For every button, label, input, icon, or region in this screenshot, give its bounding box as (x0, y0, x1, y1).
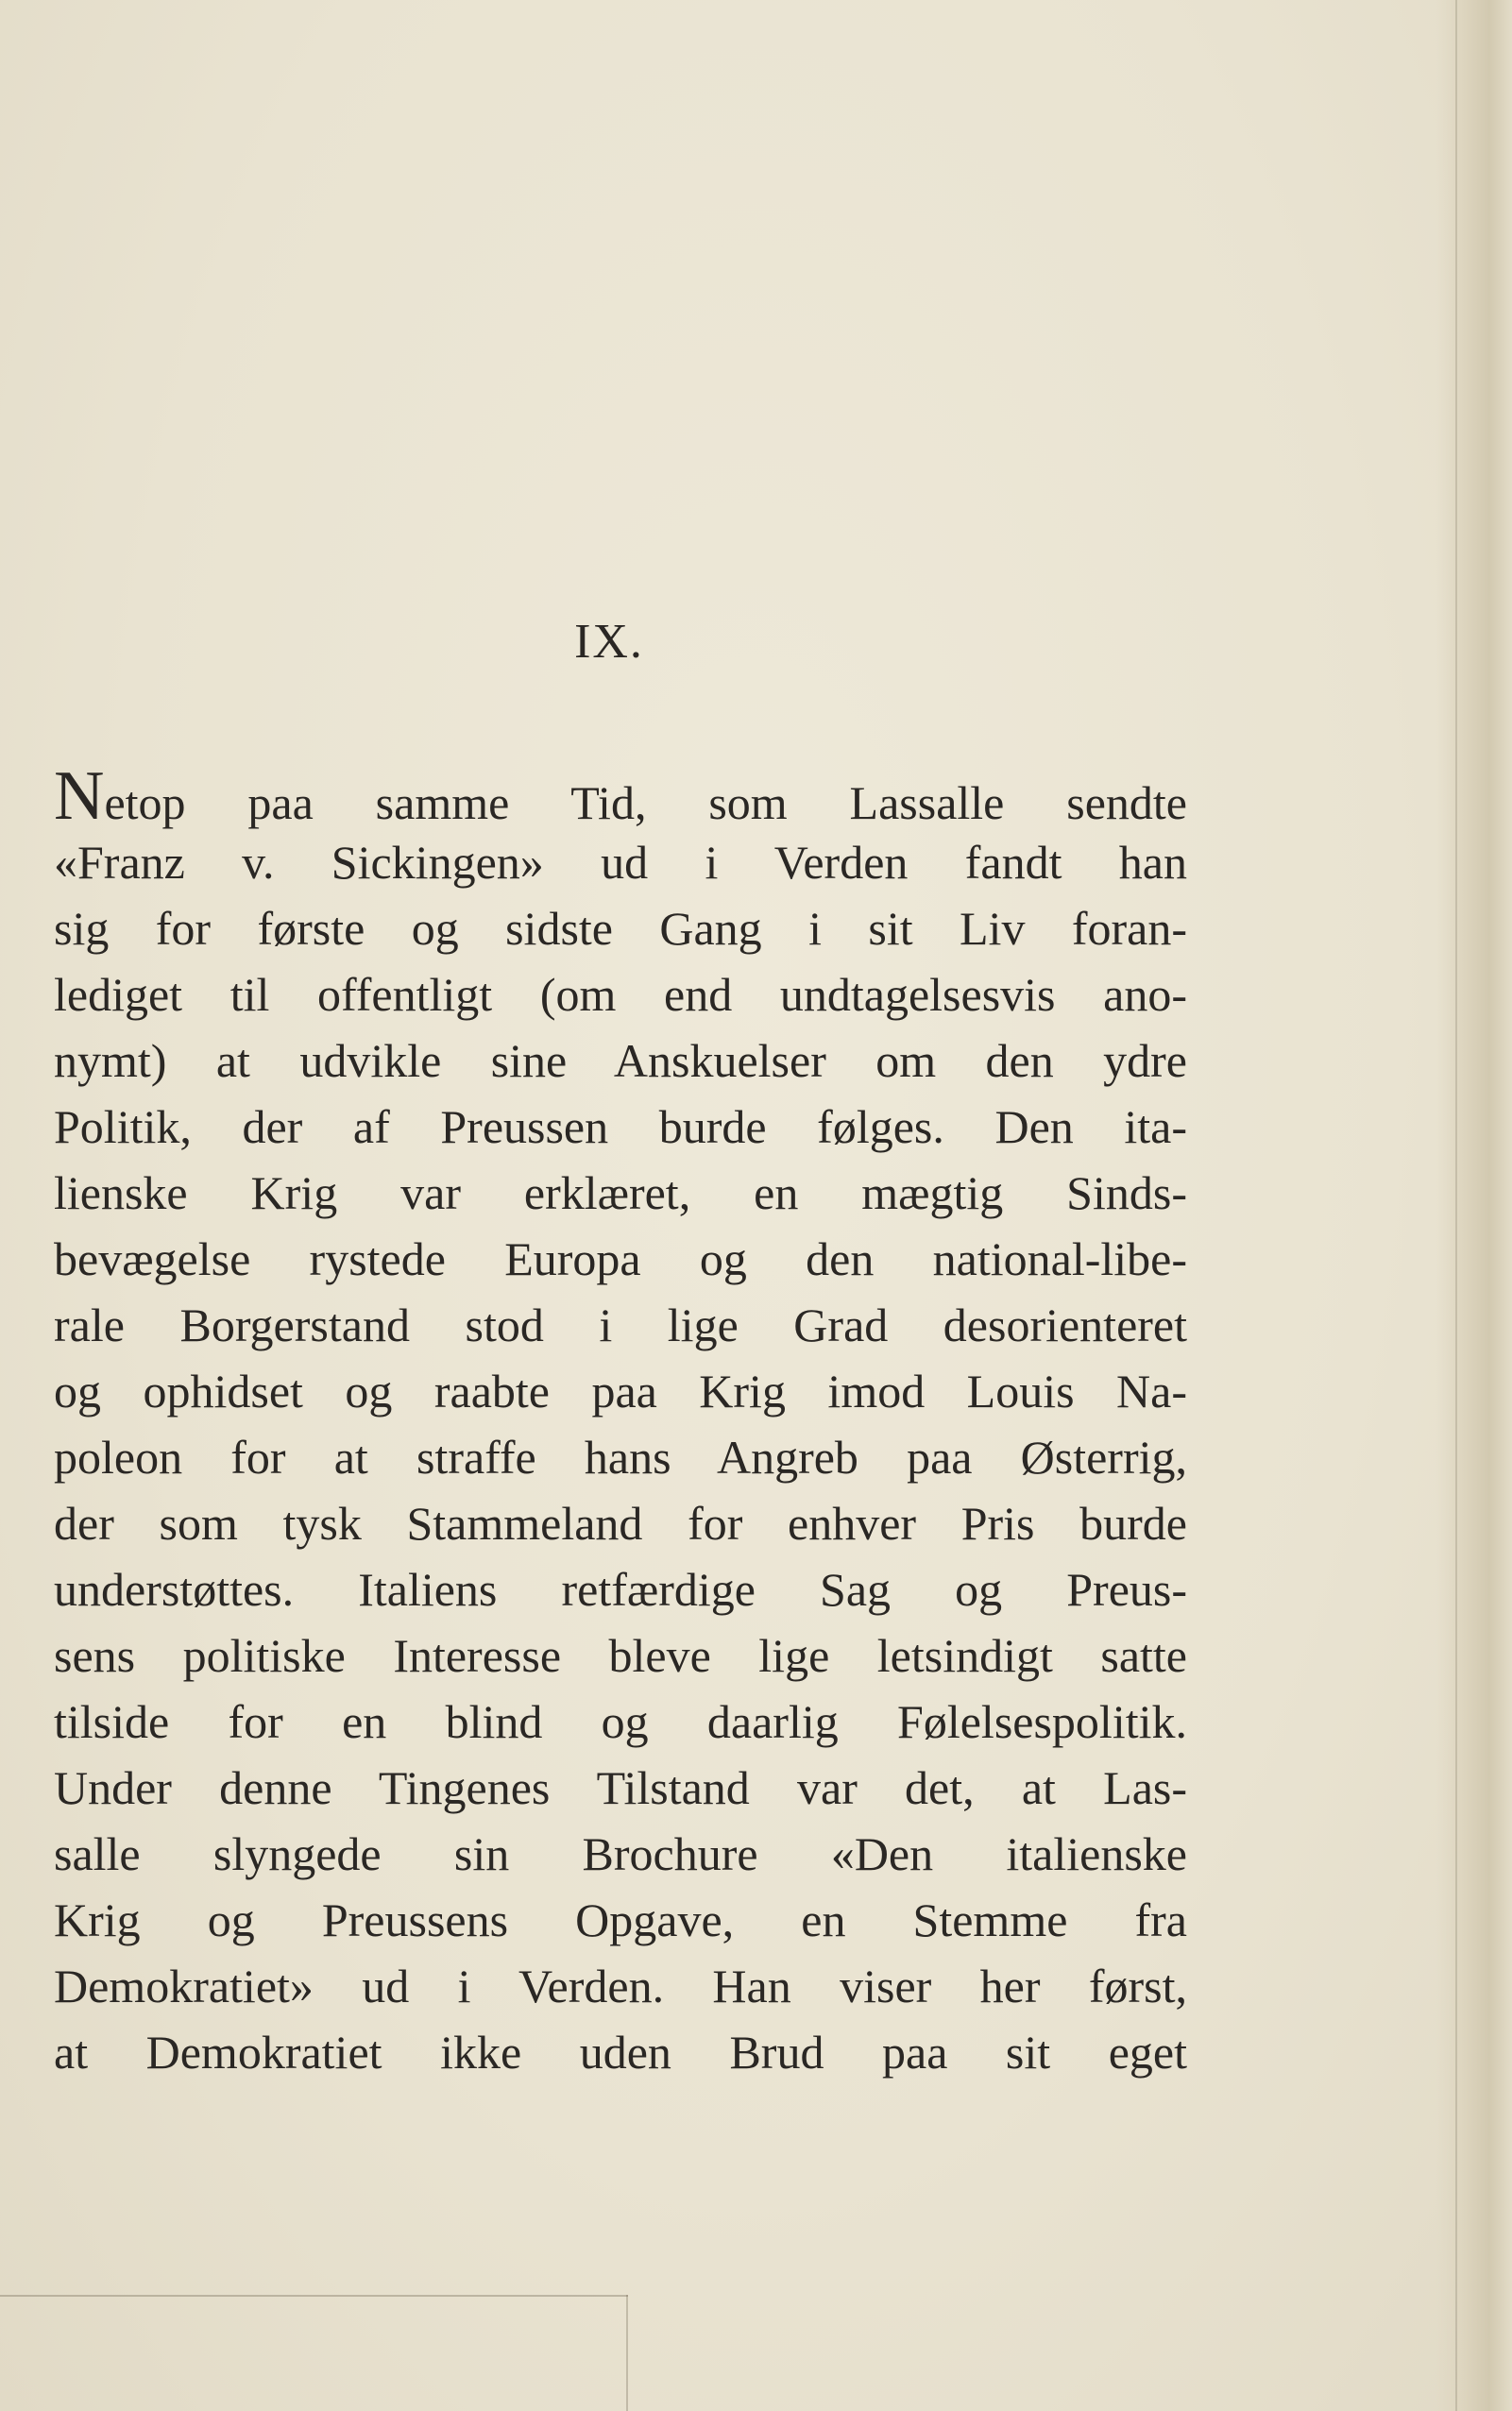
text-line: lienske Krig var erklæret, en mægtig Sinds- (54, 1166, 1187, 1219)
bottom-page-edge (0, 2295, 628, 2297)
chapter-heading: IX. (574, 615, 644, 669)
text-line: bevægelse rystede Europa og den national-libe- (54, 1232, 1187, 1285)
gutter-fold-line (1455, 0, 1457, 2411)
text-line: Netop paa samme Tid, som Lassalle sendte (54, 763, 1187, 829)
text-line: tilside for en blind og daarlig Følelsespolitik. (54, 1695, 1187, 1748)
text-line: lediget til offentligt (om end undtagelsesvis ano- (54, 968, 1187, 1021)
page-gutter (1436, 0, 1512, 2411)
text-line: understøttes. Italiens retfærdige Sag og Preus- (54, 1563, 1187, 1616)
drop-cap: N (54, 763, 105, 829)
text-line: og ophidset og raabte paa Krig imod Louis Na- (54, 1365, 1187, 1418)
text-line: der som tysk Stammeland for enhver Pris burde (54, 1497, 1187, 1550)
text-line: sig for første og sidste Gang i sit Liv foran- (54, 902, 1187, 955)
text-line: poleon for at straffe hans Angreb paa Østerrig, (54, 1431, 1187, 1484)
text-line: Demokratiet» ud i Verden. Han viser her først, (54, 1960, 1187, 2012)
text-line: Politik, der af Preussen burde følges. Den ita- (54, 1100, 1187, 1153)
text-line: sens politiske Interesse bleve lige letsindigt satte (54, 1629, 1187, 1682)
bottom-page-edge-vertical (626, 2295, 628, 2411)
text-line: Krig og Preussens Opgave, en Stemme fra (54, 1893, 1187, 1946)
text-line: at Demokratiet ikke uden Brud paa sit eget (54, 2026, 1187, 2079)
text-line: salle slyngede sin Brochure «Den italienske (54, 1827, 1187, 1880)
text-line: rale Borgerstand stod i lige Grad desorienteret (54, 1299, 1187, 1351)
body-text (54, 763, 1187, 2085)
text-line: «Franz v. Sickingen» ud i Verden fandt han (54, 836, 1187, 889)
text-line: nymt) at udvikle sine Anskuelser om den ydre (54, 1034, 1187, 1087)
text-line: Under denne Tingenes Tilstand var det, at Las- (54, 1761, 1187, 1814)
